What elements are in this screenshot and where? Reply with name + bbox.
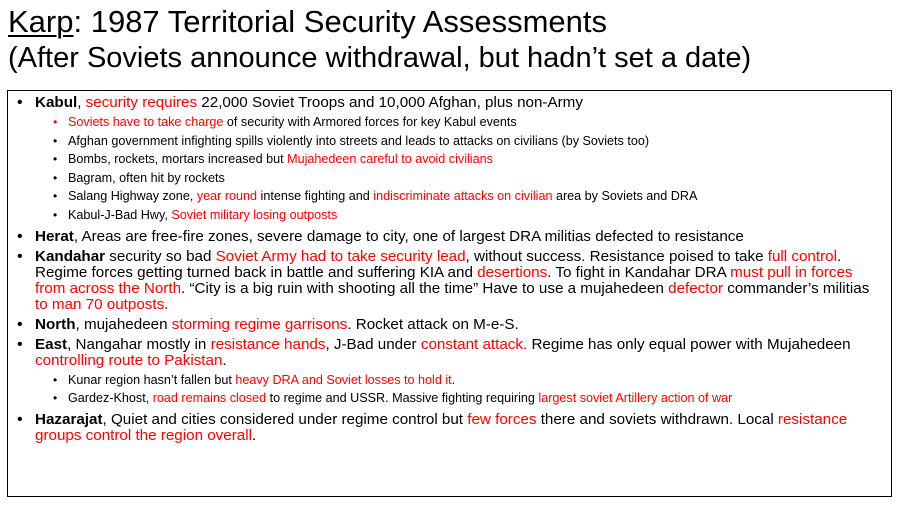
sub-bullet: • Kabul-J-Bad Hwy, Soviet military losing outposts bbox=[51, 206, 885, 225]
bullet-dot-icon: • bbox=[53, 372, 58, 387]
bullet-dot-icon: • bbox=[53, 189, 58, 204]
bullet-dot-icon: • bbox=[53, 152, 58, 167]
bullet-dot-icon: • bbox=[53, 391, 58, 406]
content-box bbox=[7, 90, 892, 497]
title-subtitle: (After Soviets announce withdrawal, but hadn’t set a date) bbox=[8, 42, 752, 74]
title-main: : 1987 Territorial Security Assessments bbox=[73, 4, 608, 39]
bullet-kandahar: • Kandahar security so bad Soviet Army had to take security lead, without success. Resistance poised to take full control. Regime forces getting turned back in battle and suffering KIA and desertions. To fight in Kandahar DRA must pull in forces from across the North. “City is a big ruin with shooting all the time” Have to use a mujahedeen defector commander’s militias to man 70 outposts. bbox=[17, 247, 870, 313]
bullet-dot-icon: • bbox=[53, 207, 58, 222]
bullet-kabul: • Kabul, security requires 22,000 Soviet Troops and 10,000 Afghan, plus non-Army • Soviets have to take charge of security with Armored forces for key Kabul events • Afghan government infighting spills violently into streets and leads to attacks on civilians (by Soviets too) • Bombs, rockets, mortars increased but Mujahedeen careful to avoid civilians • Bagram, often hit by rockets • Salang Highway zone, year round intense fighting and indiscriminate attacks on civilian area by Soviets and DRA • Kabul-J-Bad Hwy, Soviet military losing outposts bbox=[14, 95, 885, 225]
bullet-dot-icon: • bbox=[53, 170, 58, 185]
bullet-dot-icon: • bbox=[17, 227, 23, 245]
bullet-north: • North, mujahedeen storming regime garrisons. Rocket attack on M-e-S. bbox=[17, 315, 519, 333]
bullet-dot-icon: • bbox=[53, 133, 58, 148]
bullet-hazarajat: • Hazarajat, Quiet and cities considered under regime control but few forces there and soviets withdrawn. Local resistance groups control the region overall. bbox=[17, 410, 848, 444]
bullet-dot-icon: • bbox=[17, 335, 23, 353]
bullet-dot-icon: • bbox=[53, 115, 58, 129]
sub-list-kabul bbox=[35, 113, 885, 225]
title-speaker: Karp bbox=[8, 4, 74, 39]
sub-bullet: • Gardez-Khost, road remains closed to regime and USSR. Massive fighting requiring largest soviet Artillery action of war bbox=[51, 389, 885, 408]
sub-bullet: • Soviets have to take charge of security with Armored forces for key Kabul events bbox=[51, 113, 885, 132]
bullet-dot-icon: • bbox=[17, 94, 23, 111]
bullet-dot-icon: • bbox=[17, 410, 23, 428]
bullet-list bbox=[14, 95, 885, 444]
sub-bullet: • Kunar region hasn’t fallen but heavy DRA and Soviet losses to hold it. bbox=[51, 371, 885, 390]
sub-bullet: • Bagram, often hit by rockets bbox=[51, 169, 885, 188]
title-line-1 bbox=[8, 4, 893, 40]
bullet-east: • East, Nangahar mostly in resistance hands, J-Bad under constant attack. Regime has only equal power with Mujahedeen controlling route to Pakistan. • Kunar region hasn’t fallen but heavy DRA and Soviet losses to hold it. • Gardez-Khost, road remains closed to regime and USSR. Massive fighting requiring largest soviet Artillery action of war bbox=[14, 337, 885, 408]
bullet-dot-icon: • bbox=[17, 247, 23, 265]
sub-bullet: • Afghan government infighting spills violently into streets and leads to attacks on civilians (by Soviets too) bbox=[51, 132, 885, 151]
sub-bullet: • Bombs, rockets, mortars increased but Mujahedeen careful to avoid civilians bbox=[51, 150, 885, 169]
bullet-dot-icon: • bbox=[17, 315, 23, 333]
sub-bullet: • Salang Highway zone, year round intense fighting and indiscriminate attacks on civilian area by Soviets and DRA bbox=[51, 187, 885, 206]
slide-title bbox=[8, 4, 893, 76]
bullet-herat: • Herat, Areas are free-fire zones, severe damage to city, one of largest DRA militias defected to resistance bbox=[17, 227, 744, 245]
sub-list-east bbox=[35, 371, 885, 408]
